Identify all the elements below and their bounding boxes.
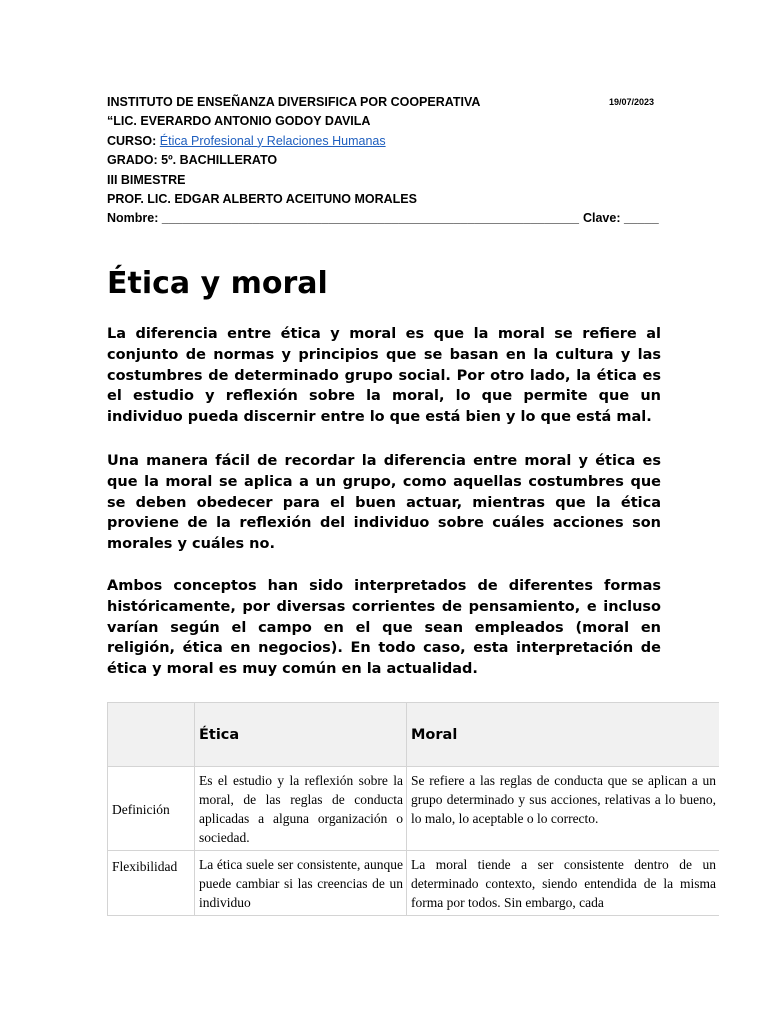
- table-header-empty: [108, 703, 195, 767]
- paragraph-3: Ambos conceptos han sido interpretados de diferentes formas históricamente, por diversas corrientes de pensamiento, e incluso varían según el campo en el que sean empleados (moral en religión, ética en negocios). En todo caso, esta interpretación de ética y moral es muy común en la actualidad.: [107, 578, 661, 678]
- course-line: [107, 132, 661, 151]
- page-title: Ética y moral: [107, 266, 328, 301]
- row-label: Definición: [108, 767, 195, 851]
- bimester-line: III BIMESTRE: [107, 172, 186, 187]
- name-key-line: [107, 209, 661, 228]
- moral-cell: Se refiere a las reglas de conducta que se aplican a un grupo determinado y sus acciones, relativas a lo bueno, lo malo, lo aceptable o lo correcto.: [407, 767, 720, 851]
- paragraph-1: La diferencia entre ética y moral es que la moral se refiere al conjunto de normas y principios que se basan en la cultura y las costumbres de determinado grupo social. Por otro lado, la ética es el estudio y reflexión sobre la moral, lo que permite que un individuo pueda discernir entre lo que está bien y lo que está mal.: [107, 326, 661, 426]
- table-row: [108, 767, 720, 851]
- name-field[interactable]: Nombre: ____________________________________________________________: [107, 211, 579, 226]
- table-header-moral: Moral: [407, 703, 720, 767]
- grade-line: GRADO: 5º. BACHILLERATO: [107, 153, 278, 168]
- paragraph-2: Una manera fácil de recordar la diferencia entre moral y ética es que la moral se aplica a un grupo, como aquellas costumbres que se deben obedecer para el buen actuar, mientras que la ética proviene de la reflexión del individuo sobre cuáles acciones son morales y cuáles no.: [107, 453, 661, 553]
- course-label: CURSO:: [107, 133, 157, 148]
- table-header-row: [108, 703, 720, 767]
- table-header-etica: Ética: [195, 703, 407, 767]
- table-row: [108, 851, 720, 916]
- row-label: Flexibilidad: [108, 851, 195, 916]
- etica-cell: La ética suele ser consistente, aunque puede cambiar si las creencias de un individuo: [195, 851, 407, 916]
- document-date: 19/07/2023: [609, 97, 655, 107]
- document-header: [107, 93, 661, 229]
- comparison-table: [107, 702, 719, 916]
- etica-cell: Es el estudio y la reflexión sobre la moral, de las reglas de conducta aplicadas a alguna organización o sociedad.: [195, 767, 407, 851]
- school-name: “LIC. EVERARDO ANTONIO GODOY DAVILA: [107, 114, 371, 129]
- teacher-line: PROF. LIC. EDGAR ALBERTO ACEITUNO MORALES: [107, 192, 417, 207]
- key-field[interactable]: Clave: _____: [582, 211, 659, 226]
- institute-name: INSTITUTO DE ENSEÑANZA DIVERSIFICA POR COOPERATIVA: [107, 95, 481, 109]
- course-link[interactable]: Ética Profesional y Relaciones Humanas: [159, 133, 386, 148]
- comparison-table-container: [107, 702, 719, 916]
- moral-cell: La moral tiende a ser consistente dentro de un determinado contexto, siendo entendida de la misma forma por todos. Sin embargo, cada: [407, 851, 720, 916]
